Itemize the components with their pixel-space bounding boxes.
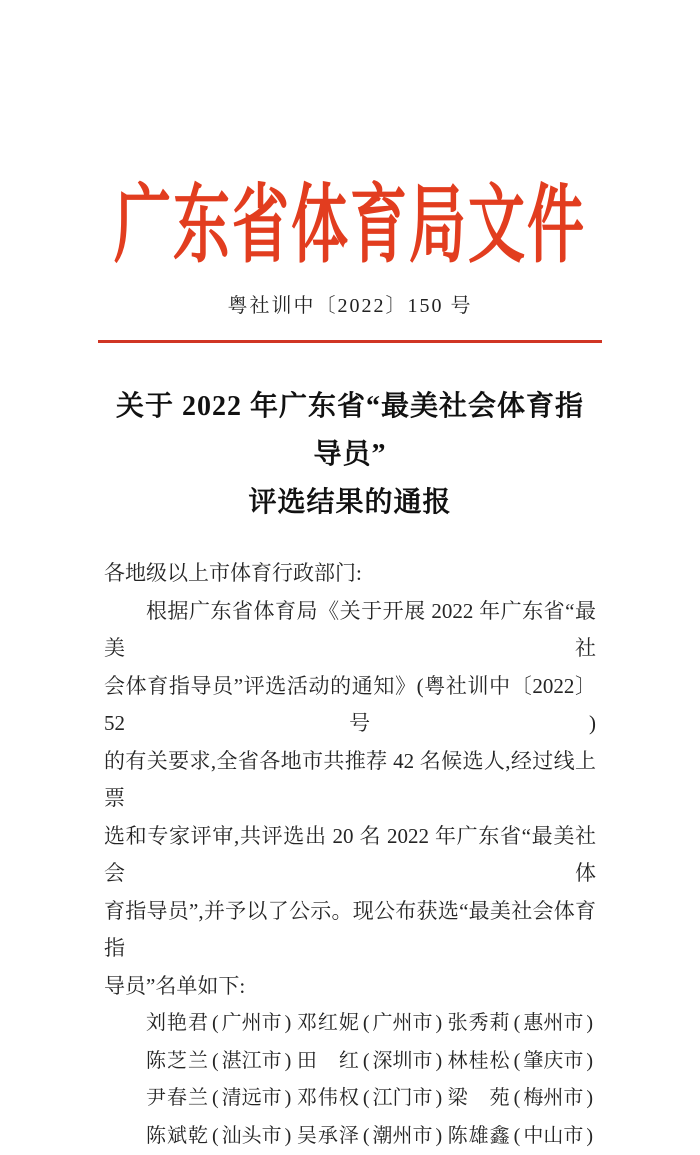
paren-close: ) xyxy=(285,1125,292,1147)
agency-banner-title: 广东省体育局文件 xyxy=(114,157,586,280)
paren-open: ( xyxy=(212,1125,219,1147)
awardee-name: 梁 苑 xyxy=(448,1087,511,1109)
paren-close: ) xyxy=(436,1125,443,1147)
paren-open: ( xyxy=(363,1050,370,1072)
awardee-city: 肇庆市 xyxy=(523,1050,583,1072)
paren-open: ( xyxy=(514,1125,521,1147)
document-content xyxy=(104,0,596,1155)
doc-number: 粤社训中〔2022〕150 号 xyxy=(104,292,596,320)
awardee-city: 惠州市 xyxy=(523,1012,583,1034)
awardee-city: 潮州市 xyxy=(373,1125,433,1147)
awardee-entry xyxy=(297,1118,445,1155)
paragraph-line: 选和专家评审,共评选出 20 名 2022 年广东省“最美社会体 xyxy=(104,818,596,893)
paren-open: ( xyxy=(514,1012,521,1034)
awardee-name: 邓红妮 xyxy=(297,1012,360,1034)
paren-open: ( xyxy=(363,1012,370,1034)
paren-open: ( xyxy=(514,1050,521,1072)
awardee-name: 陈斌乾 xyxy=(146,1125,209,1147)
awardee-entry xyxy=(448,1005,596,1043)
awardee-city: 清远市 xyxy=(222,1087,282,1109)
awardee-name: 林桂松 xyxy=(448,1050,511,1072)
awardee-name: 田 红 xyxy=(297,1050,360,1072)
paragraph-line: 会体育指导员”评选活动的通知》(粤社训中〔2022〕52 号) xyxy=(104,668,596,743)
paren-close: ) xyxy=(436,1012,443,1034)
awardee-city: 汕头市 xyxy=(222,1125,282,1147)
awardee-name: 陈芝兰 xyxy=(146,1050,209,1072)
roster-row xyxy=(104,1043,596,1081)
paren-open: ( xyxy=(363,1125,370,1147)
paren-open: ( xyxy=(212,1050,219,1072)
paren-close: ) xyxy=(285,1050,292,1072)
awardee-name: 邓伟权 xyxy=(297,1087,360,1109)
paragraph-line: 育指导员”,并予以了公示。现公布获选“最美社会体育指 xyxy=(104,893,596,968)
salutation: 各地级以上市体育行政部门: xyxy=(104,555,596,593)
paren-close: ) xyxy=(436,1050,443,1072)
awardee-name: 尹春兰 xyxy=(146,1087,209,1109)
roster-row xyxy=(104,1005,596,1043)
awardee-entry xyxy=(297,1005,445,1043)
awardee-city: 梅州市 xyxy=(523,1087,583,1109)
paren-close: ) xyxy=(285,1087,292,1109)
paren-open: ( xyxy=(514,1087,521,1109)
awardee-entry xyxy=(448,1080,596,1118)
awardee-name: 张秀莉 xyxy=(448,1012,511,1034)
paren-close: ) xyxy=(586,1087,593,1109)
paren-open: ( xyxy=(363,1087,370,1109)
awardee-entry xyxy=(146,1043,294,1081)
agency-banner xyxy=(104,170,596,266)
awardee-city: 湛江市 xyxy=(222,1050,282,1072)
doc-title-line2: 评选结果的通报 xyxy=(104,479,596,527)
paren-close: ) xyxy=(586,1012,593,1034)
awardee-city: 中山市 xyxy=(523,1125,583,1147)
awardee-city: 深圳市 xyxy=(373,1050,433,1072)
doc-title-line1: 关于 2022 年广东省“最美社会体育指导员” xyxy=(104,383,596,479)
awardee-name: 刘艳君 xyxy=(146,1012,209,1034)
awardee-city: 广州市 xyxy=(222,1012,282,1034)
awardee-entry xyxy=(146,1080,294,1118)
awardee-city: 江门市 xyxy=(373,1087,433,1109)
awardee-name: 陈雄鑫 xyxy=(448,1125,511,1147)
paragraph-line: 的有关要求,全省各地市共推荐 42 名候选人,经过线上票 xyxy=(104,743,596,818)
paren-open: ( xyxy=(212,1087,219,1109)
doc-body xyxy=(104,555,596,1155)
doc-title xyxy=(104,383,596,527)
paragraph-line: 根据广东省体育局《关于开展 2022 年广东省“最美社 xyxy=(104,593,596,668)
roster-row xyxy=(104,1080,596,1118)
awardee-city: 广州市 xyxy=(373,1012,433,1034)
awardee-entry xyxy=(297,1080,445,1118)
awardee-entry xyxy=(146,1118,294,1155)
paren-close: ) xyxy=(586,1125,593,1147)
roster xyxy=(104,1005,596,1155)
awardee-entry xyxy=(448,1043,596,1081)
awardee-entry xyxy=(146,1005,294,1043)
paren-close: ) xyxy=(586,1050,593,1072)
paren-close: ) xyxy=(436,1087,443,1109)
awardee-entry xyxy=(448,1118,596,1155)
paren-open: ( xyxy=(212,1012,219,1034)
paren-close: ) xyxy=(285,1012,292,1034)
awardee-name: 吴承泽 xyxy=(297,1125,360,1147)
roster-row xyxy=(104,1118,596,1155)
paragraph-line: 导员”名单如下: xyxy=(104,968,596,1006)
awardee-entry xyxy=(297,1043,445,1081)
red-divider-rule xyxy=(98,340,602,343)
